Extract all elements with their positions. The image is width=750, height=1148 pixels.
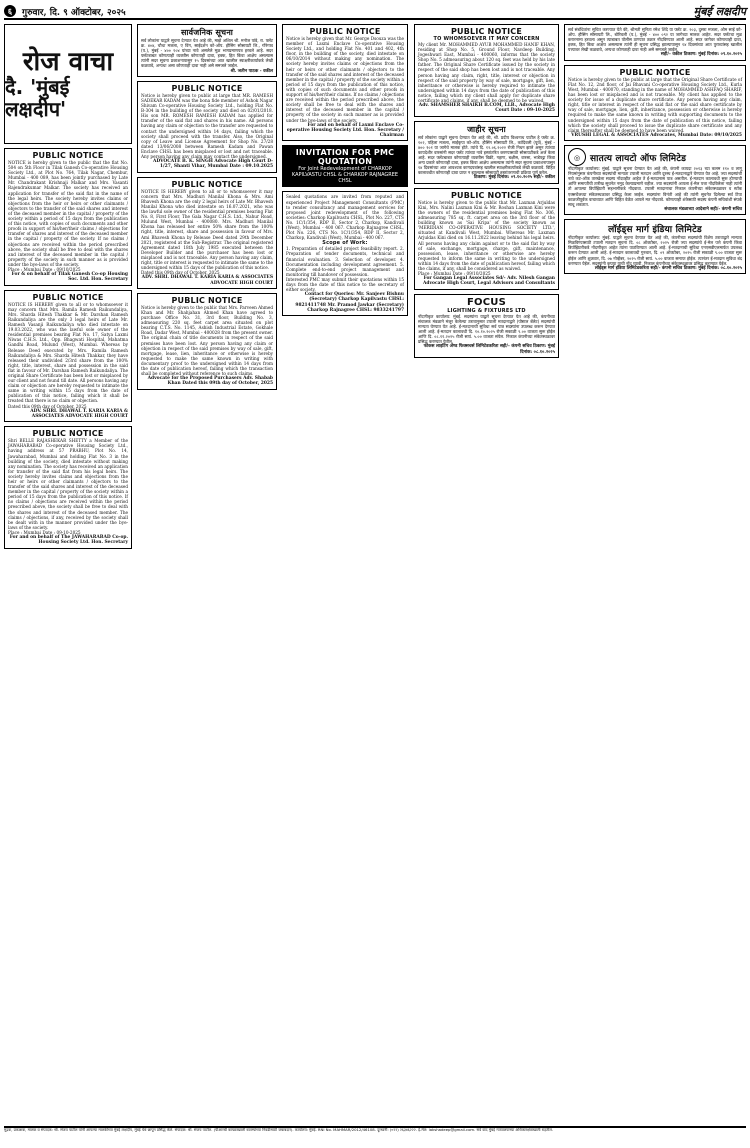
imprint-footer: मुद्रक, प्रकाशक, मालक व संपादक: श्री. संजय पाटील यांनी आपल्या मालकीच्या मुंबई लक्षदीप, मुंबई येथे छापून प्रसिद्ध केले. संपादक: श्री. संजय पाटील. (पीआरबी कायद्याखाली बातम्यांच्या निवडीसाठी जबाबदार). कार्यालय: मुंबई. RNI No. MAHMAR/2012/46108. दूरध्वनी: (०२२) २६३४६२२२. ई-मेल: lakshadeep@gmail.com. सर्व वाद मुंबई न्यायालयाच्या अधिकारक्षेत्राखाली राहतील. bbox=[4, 1126, 746, 1146]
notice-body: NOTICE IS HEREBY given to all or to whomsoever it may concern that Mrs. Madhuri Manilal Khona & Mrs. Ami Bhavesh Khona are the only 2 legal heirs of Late Mr. Bhavesh Manilal Khona who died intestate on 16.07.2021, who was the lawful sole owner of the residential premises bearing Flat No. 8, First Floor, The Gala Nagar C.H.S. Ltd., Nahur Road, Mulund West, Mumbai - 400080. Mrs. Madhuri Manilal Khona has released her entire 50% share from the 100% right, title, interest, share and possession in favour of Mrs. Ami Bhavesh Khona by Release Deed dated 29th December 2021, registered at the Sub-Registrar. The original registered Agreement dated 18th July 1985 executed between the Developer Builder and the purchaser has been lost or misplaced and is not traceable. Any person having any claim, right, title or interest is requested to intimate the same to the undersigned within 15 days of the publication of this notice. bbox=[141, 188, 273, 271]
notice-place-date: Place : Mumbai Date : 09/10/2025 bbox=[418, 271, 491, 277]
focus-signatory: फोकस लाइटिंग ॲण्ड फिक्सचर्स लिमिटेडकरिता सही/- कंपनी सचिव ठिकाण: मुंबई दिनांक: ०८.१०.२०२५ bbox=[423, 344, 555, 355]
notice-kadam bbox=[137, 81, 277, 173]
notice-title: PUBLIC NOTICE bbox=[450, 27, 523, 36]
notice-title: PUBLIC NOTICE bbox=[32, 429, 104, 439]
notice-title: जाहीर सूचना bbox=[467, 124, 506, 134]
notice-title: सार्वजनिक सूचना bbox=[180, 28, 234, 37]
notice-signatory: For and on behalf of The JAWAHARABAD Co-op. Housing Society Ltd. Hon. Secretary bbox=[9, 535, 128, 546]
notice-place-date: Dated this 09th day of October, 2025 bbox=[141, 270, 220, 276]
notice-pmc bbox=[282, 191, 408, 316]
focus-title: FOCUS bbox=[467, 296, 506, 308]
newspaper-brand: मुंबई लक्षदीप bbox=[693, 4, 746, 18]
notice-signatory: For & on behalf of Tilak Ganesh Co-op Housing Soc. Ltd. Hon. Secretary bbox=[11, 272, 128, 283]
notice-khan bbox=[137, 293, 277, 390]
company-body: नोंदणीकृत कार्यालय: मुंबई. याद्वारे सूचना देण्यात येत आहे की, कंपनीच्या सदस्यांची विशेष ठरावाद्वारे मान्यता मिळविण्यासाठी टपाली मतदान सूचना दि. ०८ ऑक्टोबर, २०२५ रोजी ज्या सदस्यांचे ई-मेल पत्ते कंपनी किंवा डिपॉझिटरीकडे नोंदणीकृत आहेत त्यांना पाठविण्यात आली आहे. ई-मतदानाची सुविधा एनएसडीएलमार्फत उपलब्ध करून देण्यात आली आहे. ई-मतदान कालावधी गुरुवार, दि. ०९ ऑक्टोबर, २०२५ रोजी सकाळी ९.०० वाजता सुरू होईल आणि शुक्रवार, दि. ०७ नोव्हेंबर, २०२५ रोजी सायं. ५.०० वाजता समाप्त होईल. त्यानंतर ई-मतदान सुविधा बंद करण्यात येईल. सदस्यांनी कृपया याची नोंद घ्यावी. निकाल कंपनीच्या संकेतस्थळावर प्रसिद्ध करण्यात येईल. bbox=[568, 235, 742, 266]
company-body: नोंदणीकृत कार्यालय: मुंबई. याद्वारे सूचना देण्यात येत आहे की, कंपनी कायदा २०१३ च्या कलम ११० व लागू नियमांनुसार कंपनीच्या सदस्यांची मान्यता टपाली मतदान आणि दूरस्थ ई-मतदानाद्वारे घेण्यात येत आहे. ज्या सदस्यांची नावे कट-ऑफ तारखेला सदस्य नोंदवहीत आहेत ते ई-मतदानास पात्र असतील. ई-मतदान कालावधी सुरू होण्याची आणि समाप्तीची तारीख सूचनेत नमूद केल्याप्रमाणे राहील. ज्या सदस्यांनी आपला ई-मेल पत्ता नोंदविलेला नाही त्यांनी तो आपल्या डिपॉझिटरी सहभागीकडे नोंदवावा. टपाली मतदानाचा निकाल कंपनीच्या संकेतस्थळावर व स्टॉक एक्सचेंजच्या संकेतस्थळावर प्रसिद्ध केला जाईल. सदस्यांना विनंती आहे की त्यांनी सूचनेत दिलेल्या सर्व टिपा काळजीपूर्वक वाचाव्यात आणि विहित वेळेत आपले मत नोंदवावे. कोणत्याही शंकेसाठी सदस्य कंपनी सचिवांशी संपर्क साधू शकतात. bbox=[568, 166, 742, 207]
column-3 bbox=[282, 24, 408, 320]
newspaper-page bbox=[4, 4, 746, 1144]
company-title: लॉईड्स मार्ग इंडिया लिमिटेड bbox=[608, 225, 702, 236]
company-signatory: लॉईड्स मार्ग इंडिया लिमिटेडकरिता सही/- कंपनी सचिव ठिकाण: मुंबई दिनांक: ०८.१०.२०२५ bbox=[594, 265, 742, 271]
notice-body: My client Mr. MOHAMMED AYUB MOHAMMED HANIF KHAN, residing at Shop No. 5, Ground Floor, Navdeep Building, Jogeshwari East, Mumbai - 400060, informs that the society Shop No. 5 admeasuring about 120 sq. feet was held by his late father. The Original Share Certificate issued by the society in respect of the said shop has been lost and is not traceable. Any person having any claim, right, title, interest or objection in respect of the said property by way of sale, mortgage, gift, lien, inheritance or otherwise is hereby required to intimate the undersigned within 14 days from the date of publication of this notice, failing which my client shall apply for duplicate share certificate and claims, if any, shall be deemed to be waived. bbox=[418, 42, 555, 104]
company-header bbox=[568, 148, 742, 166]
focus-body: नोंदणीकृत कार्यालय: मुंबई. सदस्यांना याद्वारे सूचना देण्यात येत आहे की, कंपनीच्या संचालक मंडळाने मंजूर केलेल्या ठरावानुसार टपाली मतदानाद्वारे (पोस्टल बॅलेट) सदस्यांची मान्यता घेण्यात येत आहे. ई-मतदानाची सुविधा सर्व पात्र सदस्यांना उपलब्ध करून देण्यात आली आहे. ई-मतदान कालावधी दि. १०.१०.२०२५ रोजी सकाळी ९.०० वाजता सुरू होईल आणि दि. ०८.११.२०२५ रोजी सायं. ५.०० वाजता संपेल. निकाल कंपनीच्या संकेतस्थळावर प्रसिद्ध करण्यात येतील. bbox=[418, 313, 555, 345]
page-header bbox=[4, 4, 746, 20]
notice-signatory: For and on behalf of Laxmi Enclave Co-operative Housing Society Ltd. Hon. Secretary / Chairman bbox=[286, 122, 404, 139]
notice-lloyds bbox=[564, 219, 746, 274]
column-5 bbox=[564, 24, 746, 278]
notice-signatory: ठिकाण: मुंबई दिनांक: ०९.१०.२०२५ सही/- वकील bbox=[473, 175, 555, 181]
pmc-signatory: Contact for Queries: Mr. Sanjeev Bishnu (Secretary) Charkop Kapilvastu CHSL: 9821411748 Mr. Pramod Jawkar (Secretary) Charkop Rajnagree CHSL: 9833241797 bbox=[295, 292, 404, 314]
notice-satatya bbox=[564, 145, 746, 215]
date-line: गुरुवार, दि. ९ ऑक्टोबर, २०२५ bbox=[22, 7, 126, 18]
notice-kini bbox=[414, 188, 559, 290]
notice-raikundaliya bbox=[4, 290, 132, 423]
notice-body: सर्व लोकांना याद्वारे सूचना देण्यात येत आहे की, माझे अशिल श्री. मनोज पांडे, रा. फ्लॅट क्र. ४०४, चौथा मजला, ए विंग, साईदर्शन को-ऑप. हौसिंग सोसायटी लि., गोरेगाव (प.), मुंबई - ४०० १०४ यांच्या नावे असलेले मूळ भागप्रमाणपत्र हरवले आहे. सदर फ्लॅटबाबत कोणत्याही व्यक्तीस कोणताही दावा, हक्क, हित किंवा आक्षेप असल्यास त्यांनी सदर सूचना प्रकाशनापासून १५ दिवसांच्या आत खालील स्वाक्षरीकर्त्याकडे लेखी कळवावे, अन्यथा असा कोणताही दावा नाही असे समजले जाईल. bbox=[141, 38, 273, 69]
notice-signatory: श्री. जतीन पाठक - वकील bbox=[230, 68, 273, 74]
notice-place-date: Place : Mumbai Date : 09-10-2025 bbox=[8, 529, 81, 535]
notice-title: PUBLIC NOTICE bbox=[171, 295, 243, 305]
notice-focus bbox=[414, 294, 559, 358]
column-1 bbox=[4, 24, 132, 553]
notice-signatory: Adv. SHAMSHER SHAIKH B.COM, LLB., Advocate High Court Date : 09-10-2025 bbox=[418, 103, 555, 114]
column-4 bbox=[414, 24, 559, 362]
notice-signatory: For Gangan Legal Associates Sd/- Adv. Nilesh Gangan Advocate High Court, Legal Advisors and Consultants bbox=[423, 276, 555, 287]
notice-body: NOTICE is hereby given to the public that the flat No. 504 on 5th Floor in Tilak Ganesh Co-operative Housing Society Ltd., at Plot No. 764, Tilak Nagar, Chembur, Mumbai - 400 089, has been jointly purchased by Late Mr. Chandrakant Krishnaji Malkar and Mrs. Vasanti Rajendrakumar Malkar. The society has received an application for transfer of the said flat in the name of the legal heirs. The society hereby invites claims or objections from the heir or heirs or other claimants / objectors to the transfer of the said shares and interest of the deceased member in the capital / property of the society within a period of 15 days from the publication of this notice, with copies of such documents and other proofs in support of his/her/their claims / objections for transfer of shares and interest of the deceased member in the capital / property of the society. If no claims / objections are received within the period prescribed above, the society shall be free to deal with the shares and interest of the deceased member in the capital / property of the society in such manner as is provided under the bye-laws of the society. bbox=[8, 160, 128, 267]
notice-title: PUBLIC NOTICE bbox=[32, 292, 104, 302]
notice-title: PUBLIC NOTICE bbox=[450, 190, 523, 200]
notice-body: Notice is hereby given to the public at large that the Original Share Certificate of Flat No. 12, 2nd floor, of Jai Bhavani Co-operative Housing Society Ltd., Kurla West, Mumbai - 400070, standing in the name of MOHAMMED ASHFAQ SHARIF, has been lost or misplaced and is not traceable. My client has applied to the society for issue of a duplicate share certificate. Any person having any claim, right, title or interest in respect of the said flat or the said share certificate by way of sale, mortgage, lien, gift, inheritance, possession or otherwise is hereby required to make the same known in writing with supporting documents to the undersigned within 15 days from the date of publication of this notice, failing which the society shall proceed to issue the duplicate share certificate and any claim thereafter shall be deemed to have been waived. bbox=[568, 76, 742, 133]
notice-title: PUBLIC NOTICE bbox=[171, 83, 243, 93]
notice-title: PUBLIC NOTICE bbox=[171, 179, 243, 189]
page-number: ६ bbox=[4, 5, 16, 17]
notice-signatory: VRUSHI LEGAL & ASSOCIATES Advocates, Mumbai Date: 09/10/2025 bbox=[571, 132, 742, 138]
notice-body: Notice is hereby given to public at large that MR. RAMESH SADEKAR KADAM was the bona fide member of Ashok Nagar Shivam Co-operative Housing Society Ltd., holding Flat No. B-304 in the building of the society and died on 02/01/2018. His son MR. ROMESH RAMESH KADAM has applied for transfer of the said flat and shares in his name. All persons having any claim or objection to the transfer are requested to contact the undersigned within 14 days, failing which the society shall proceed with the transfer. Also, the Original copy of Leave and License Agreement for Shop No. 27/28 dated 13/06/2008 between Ramesh Kadam and Pawan Enclave CHSL has been misplaced or lost and not traceable. Any person having any claim may contact the undersigned. bbox=[141, 92, 273, 159]
company-signatory: संचालक मंडळाच्या आदेशाने सही/- कंपनी सचिव bbox=[664, 206, 742, 212]
notice-body: Shri BELLE RAJASHEKAR SHETTY a Member of the JAWAHARABAD Co-operative Housing Society Ltd., having address at 57 PRABHU, Plot No. 14, Jawaharabad, Mumbai and holding Flat No. 3 in the building of the society, died intestate without making any nomination. The society has received an application for transfer of the said flat from his legal heirs. The society hereby invites claims and objections from the heir or heirs or other claimants / objectors to the transfer of the said shares and interest of the deceased member in the capital / property of the society within a period of 15 days from the publication of this notice. If no claims / objections are received within the period prescribed above, the society shall be free to deal with the shares and interest of the deceased member. The claims / objections, if any, received by the society shall be dealt with in the manner provided under the bye-laws of the society. bbox=[8, 438, 128, 530]
notice-title: PUBLIC NOTICE bbox=[619, 67, 691, 77]
notice-signatory: ADV. SHRI. DHAWAL T. KARIA KARIA & ASSOCIATES ADVOCATE HIGH COURT bbox=[141, 275, 273, 286]
notice-subtitle: TO WHOMSOEVER IT MAY CONCERN bbox=[433, 36, 540, 42]
notice-marathi-2 bbox=[414, 121, 559, 184]
masthead-line2: दै. 'मुंबई लक्षदीप' bbox=[5, 75, 70, 121]
notice-title: PUBLIC NOTICE bbox=[309, 27, 381, 36]
pmc-banner bbox=[282, 145, 408, 187]
company-logo-icon: ◎ bbox=[568, 148, 586, 166]
pmc-scope-title: Scope of Work: bbox=[322, 240, 368, 247]
notice-jawaharabad bbox=[4, 426, 132, 548]
masthead-ad bbox=[4, 24, 132, 144]
notice-signatory: ADVOCATE B. K. SINGH Advocate High Court D-1/27, Shanti Vihar, Mumbai Date : 09.10.2025 bbox=[152, 159, 273, 170]
notice-tilak-ganesh bbox=[4, 148, 132, 286]
notice-marathi-1 bbox=[137, 24, 277, 77]
notice-body: Notice is hereby given that Mr. George Dsouza was the member of Laxmi Enclave Co-operative Housing Society Ltd., and holding Flat No. 401 and 402, 4th floor, in the building of the society, died intestate on 06/10/2014 without making any nomination. The society hereby invites claims or objections from the heir or heirs or other claimants / objectors to the transfer of the said shares and interest of the deceased member in the capital / property of the society within a period of 15 days from the publication of this notice, with copies of such documents and other proofs in support of his/her/their claims. If no claims / objections are received within the period prescribed above, the society shall be free to deal with the shares and interest of the deceased member in the capital / property of the society in such manner as is provided under the bye-laws of the society. bbox=[286, 36, 404, 123]
column-2 bbox=[137, 24, 277, 394]
pmc-body: Sealed quotations are invited from reputed and experienced Project Management Consultants (PMC) to render consultancy and management services for proposed joint redevelopment of the following societies: Charkop Kapilvastu CHSL, Plot No. 227, CTS No. 1C/1/354, RDP II, Sector 2, Charkop, Kandivali (West), Mumbai - 400 067. Charkop Rajnagree CHSL, Plot No. 226, CTS No. 1C/1/354, RDP II, Sector 2, Charkop, Kandivali (West), Mumbai - 400 067. bbox=[286, 194, 404, 241]
notice-place-date: Dated this 09th day of October, 2025 bbox=[8, 403, 87, 409]
notice-signatory: सही/- वकील ठिकाण: मुंबई दिनांक: ०९.१०.२०२५ bbox=[660, 52, 742, 58]
notice-signatory: ADV. SHRI. DHAWAL T. KARIA KARIA & ASSOCIATES ADVOCATE HIGH COURT bbox=[30, 408, 128, 419]
notice-vrushi bbox=[564, 65, 746, 141]
pmc-subtitle: For Joint Redevelopment of CHARKOP KAPILVASTU CHSL & CHARKOP RAJNAGREE CHSL bbox=[291, 166, 399, 185]
focus-subtitle: LIGHTING & FIXTURES LTD bbox=[447, 307, 526, 314]
notice-signatory: Advocate for the Proposed Purchasers Adv. Shabab Khan Dated this 09th day of October, 2025 bbox=[147, 376, 273, 387]
notice-khona bbox=[137, 177, 277, 289]
notice-laxmi-enclave bbox=[282, 24, 408, 141]
masthead-line1: रोज वाचा bbox=[22, 47, 114, 77]
notice-body: सर्व संबंधितांना सूचित करण्यात येते की, श्रीमती सुनिता रमेश शिंदे या फ्लॅट क्र. २०३, दुसरा मजला, ओम साई को-ऑप. हौसिंग सोसायटी लि., बोरिवली (प.), मुंबई - ४०० ०९२ या जागेच्या मालक आहेत. सदर फ्लॅटचा मूळ करारनामा हरवला असून त्याबाबत पोलीस ठाण्यात तक्रार नोंदविण्यात आली आहे. सदर जागेवर कोणाचाही दावा, हक्क, हित किंवा आक्षेप असल्यास त्यांनी ही सूचना प्रसिद्ध झाल्यापासून १४ दिवसांच्या आत पुराव्यांसह खालील पत्त्यावर लेखी कळवावे, अन्यथा कोणताही दावा नाही असे समजले जाईल. bbox=[568, 27, 742, 53]
notice-place-date: Place : Mumbai Date : 09/10/2025 bbox=[8, 266, 81, 272]
notice-body: Notice is hereby given to the public that Mrs. Parveen Ahmed Khan and Mr. Shahjahan Ahmed Khan have agreed to purchase Office No. 31, 3rd floor, Building No. 3, admeasuring 220 sq. feet carpet area situated on plot bearing C.T.S. No. 1145, Ashish Industrial Estate, Gokhale Road, Dadar West, Mumbai - 400028 from the present owner. The original chain of title documents in respect of the said premises have been lost. Any person having any claim or objection in respect of the said premises by way of sale, gift, mortgage, lease, lien, inheritance or otherwise is hereby requested to make the same known in writing with documentary proof to the undersigned within 14 days from the date of publication hereof, failing which the transaction shall be completed without reference to such claims. bbox=[141, 304, 273, 377]
pmc-title: INVITATION FOR PMC QUOTATION bbox=[295, 148, 395, 167]
notice-body: Notice is hereby given to the public that Mr. Laxman Arjuldas Kini, Mrs. Nalini Laxman Kini & Mr. Roshan Laxman Kini were the owners of the residential premises being Flat No. 306, admeasuring 785 sq. ft. carpet area on the 3rd floor of the building known as 'Sai Kripa' of the society known as 'MERIDIAN CO-OPERATIVE HOUSING SOCIETY LTD.', situated at Kandivali West, Mumbai. Whereas Mr. Laxman Arjuldas Kini died on 16.11.2022 leaving behind his legal heirs. All persons having any claim against or to the said flat by way of sale, exchange, mortgage, charge, gift, maintenance, possession, lease, inheritance or otherwise are hereby requested to inform the same in writing to the undersigned within 14 days from the date of publication hereof, failing which the claims, if any, shall be considered as waived. bbox=[418, 199, 555, 271]
notice-title: PUBLIC NOTICE bbox=[32, 151, 104, 160]
notice-marathi-3 bbox=[564, 24, 746, 61]
pmc-closing: Interested PMC may submit their quotations within 15 days from the date of this notice to the secretary of either society. bbox=[286, 276, 404, 293]
company-title: सातत्य लायटो ऑफ लिमिटेड bbox=[590, 153, 687, 164]
notice-body: NOTICE IS HEREBY given to all or to whomsoever it may concern that Mrs. Ramila Ramesh Raikundaliya, Mrs. Sharda Hitesh Thakkar & Mr. Darshan Ramesh Raikundaliya are the only 3 legal heirs of Late Mr. Ramesh Vasanji Raikundaliya who died intestate on 19.03.2022, who was the lawful sole owner of the residential premises bearing Flat No. 17, Satya Laxmi Niwas C.H.S. Ltd., Opp. Bhagwati Hospital, Mahatma Gandhi Road, Mulund (West), Mumbai. Whereas by Release Deed executed by Mrs. Ramila Ramesh Raikundaliya & Mrs. Sharda Hitesh Thakkar, they have released their undivided 2/3rd share from the 100% right, title, interest, share and possession in the said flat in favour of Mr. Darshan Ramesh Raikundaliya. The original Share Certificate has been lost or misplaced by our client and not found till date. All persons having any claim or objection are hereby requested to intimate the same in writing within 15 days from the date of publication of this notice, failing which it shall be treated that there is no claim or objection. bbox=[8, 301, 128, 404]
notice-body: सर्व लोकांना याद्वारे सूचना देण्यात येत आहे की, श्री. प्रदीप विश्वनाथ पाटील हे फ्लॅट क्र. १०२, पहिला मजला, साईकृपा को-ऑप. हौसिंग सोसायटी लि., कांदिवली (पूर्व), मुंबई - ४०० १०१ या जागेचे मालक होते. त्यांचे दि. १२.०६.२०२२ रोजी निधन झाले असून त्यांच्या कायदेशीर वारसांनी सदर फ्लॅट त्यांच्या नावे हस्तांतरित करण्यासाठी सोसायटीकडे अर्ज केला आहे. सदर फ्लॅटबाबत कोणत्याही व्यक्तीस विक्री, गहाण, बक्षीस, वारसा, भाडेपट्टा किंवा अन्य प्रकारे कोणताही दावा, हक्क किंवा आक्षेप असल्यास त्यांनी सदर सूचना प्रकाशनापासून १४ दिवसांच्या आत आवश्यक कागदपत्रांसह खालील स्वाक्षरीकर्त्याकडे लेखी कळवावे. विहित कालावधीत कोणताही दावा प्राप्त न झाल्यास सोसायटी हस्तांतरणाची प्रक्रिया पूर्ण करेल. bbox=[418, 134, 555, 176]
pmc-scope: 1. Preparation of detailed project feasibility report. 2. Preparation of tender documents, technical and financial evaluation. 3. Selection of developer. 4. Documentation including development agreement. 5. Complete end-to-end project management and monitoring till handover of possession. bbox=[286, 246, 404, 277]
notice-ayub-khan bbox=[414, 24, 559, 117]
